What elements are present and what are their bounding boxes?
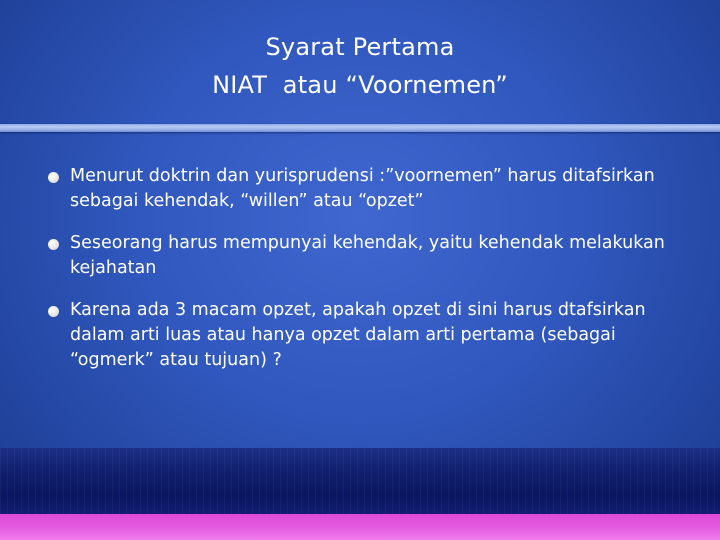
bullet-dot-icon bbox=[48, 239, 59, 250]
bullet-dot-icon bbox=[48, 306, 59, 317]
slide-title-line-1: Syarat Pertama bbox=[265, 33, 455, 61]
title-divider bbox=[0, 124, 720, 132]
bullet-text: Karena ada 3 macam opzet, apakah opzet di sini harus dtafsirkan dalam arti luas atau hanya opzet dalam arti pertama (sebagai “ogmerk” atau tujuan) ? bbox=[70, 300, 646, 370]
bottom-decorative-band bbox=[0, 448, 720, 516]
bullet-item bbox=[48, 231, 688, 281]
bottom-decorative-strip bbox=[0, 514, 720, 540]
bullet-text: Menurut doktrin dan yurisprudensi :”voornemen” harus ditafsirkan sebagai kehendak, “willen” atau “opzet” bbox=[70, 166, 655, 211]
bullet-item bbox=[48, 164, 688, 214]
bullet-text: Seseorang harus mempunyai kehendak, yaitu kehendak melakukan kejahatan bbox=[70, 233, 665, 278]
bullet-dot-icon bbox=[48, 172, 59, 183]
slide-title-line-2: NIAT atau “Voornemen” bbox=[212, 71, 508, 99]
bullet-item bbox=[48, 298, 688, 373]
slide-title bbox=[0, 28, 720, 104]
bullet-list bbox=[48, 164, 688, 390]
